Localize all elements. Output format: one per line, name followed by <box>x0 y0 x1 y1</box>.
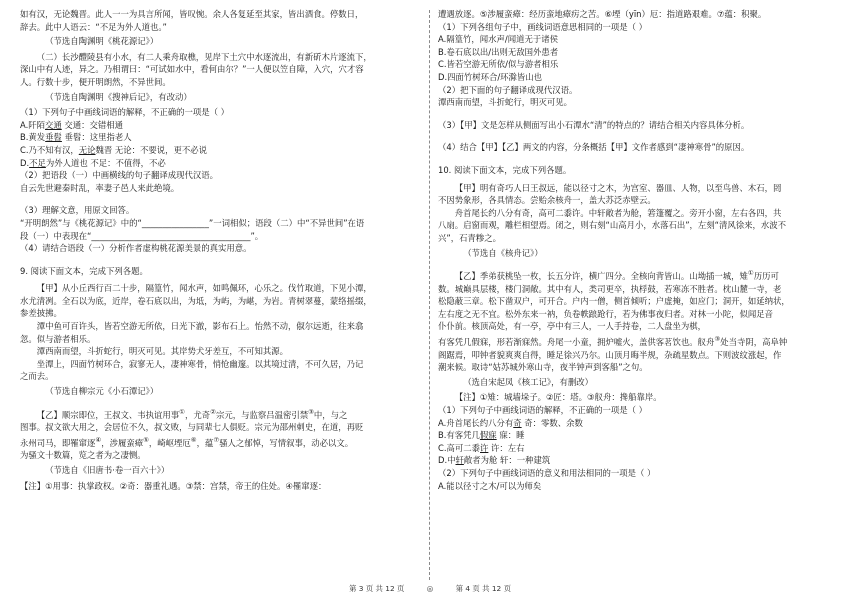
option-d: D.中轩敞者为舱 轩：一种建筑 <box>438 455 551 466</box>
text-line: 【甲】从小丘西行百二十步，隔篁竹，闻水声，如鸣佩环，心乐之。伐竹取道，下见小潭， <box>36 283 372 294</box>
text-line: 水尤清冽。全石以为底，近岸，卷石底以出，为坻，为屿，为嵁，为岩。青树翠蔓，蒙络摇缀， <box>20 295 372 306</box>
text-line: （二）长沙醴陵县有小水，有二人乘舟取樵，见岸下土穴中水逐流出，有新斫木片逐流下， <box>36 51 372 62</box>
text-line: 八扇。启窗而观，雕栏相望焉。闭之，则右刻“山高月小，水落石出”，左刻“清风徐来，水波不 <box>438 220 787 231</box>
option-d: D.四面竹树环合/环滁皆山也 <box>438 71 543 82</box>
text-line: 潮来候。取诗“姑苏城外寒山寺，夜半钟声到客船”之句。 <box>438 362 648 373</box>
option-a: A.阡陌交通 交通：交错相通 <box>20 119 124 130</box>
option-c: C.皆若空游无所依/似与游者相乐 <box>438 59 559 70</box>
option-b: B.卷石底以出/出则无敌国外患者 <box>438 46 559 57</box>
translation-sentence: 自云先世避秦时乱，率妻子邑人来此绝境。 <box>20 182 180 193</box>
text-line: 坐潭上，四面竹树环合，寂寥无人，凄神寒骨，悄怆幽邃。以其境过清，不可久居，乃记 <box>36 358 364 369</box>
source-citation: （选自宋起凤《核工记》，有删改） <box>463 376 593 387</box>
text-line: 仆仆前。核顶高处，有一亭，亭中有三人，一人手持卷，二人盘坐为棋， <box>438 321 706 332</box>
text-line: 不因势象形，各具情态。尝贻余核舟一，盖大苏泛赤壁云。 <box>438 195 656 206</box>
binding-mark-icon: ◎ <box>426 584 434 593</box>
translation-sentence: 潭西南而望，斗折蛇行，明灭可见。 <box>438 97 572 108</box>
option-a: A.能以径寸之木/可以为师矣 <box>438 480 542 491</box>
text-line: 永州司马，即罹窜逐④，涉履蛮瘴⑤，崎岖堙厄⑥，蕴⑦骚人之郁悼，写情叙事，动必以文。 <box>20 435 354 448</box>
text-line: 阁踞焉，叩钟者貌爽爽自得，睡足徐兴乃尔。山顶月晦半规，杂疏星数点。下则波纹涨起，作 <box>438 349 782 360</box>
question-number: 10. 阅读下面文本，完成下列各题。 <box>438 164 572 175</box>
right-column <box>438 8 840 492</box>
question-stem: （4）结合【甲】【乙】两文的内容，分条概括【甲】文作者感到“凄神寒骨”的原因。 <box>438 142 750 153</box>
text-line: “开明朗然”与《桃花源记》中的“________________”一词相似；语段（二）中“不异世间”在语 <box>20 217 365 228</box>
source-citation: （节选自《旧唐书·卷一百六十》） <box>45 465 170 475</box>
source-citation: （节选自柳宗元《小石潭记》） <box>45 386 159 397</box>
text-line: 潭中鱼可百许头，皆若空游无所依，日光下澈，影布石上。怡然不动，俶尔远逝，往来翕 <box>36 321 364 332</box>
question-stem: （3）理解文意，用原文回答。 <box>20 205 135 216</box>
text-line: 【乙】顺宗即位，王叔文、韦执谊用事①，尤奇②宗元，与监察吕温密引禁③中，与之 <box>36 407 348 420</box>
text-line: 段（一）中表现在“______________________________________”。 <box>20 230 264 241</box>
question-stem: （1）下列句子中画线词语的解释，不正确的一项是（ ） <box>20 107 229 118</box>
column-divider <box>429 10 430 580</box>
question-number: 9. 阅读下面文本，完成下列各题。 <box>20 265 148 276</box>
option-a: A.隔篁竹，闻水声/闻道无于诸侯 <box>438 34 558 45</box>
annotation-note: 遭遇放逐。⑤涉履蛮瘴：经历蛮地瘴疠之苦。⑥堙（yīn）厄：指道路艰难。⑦蕴：积聚。 <box>438 9 767 19</box>
question-stem: （4）请结合语段（一）分析作者虚构桃花源美景的真实用意。 <box>20 243 252 254</box>
text-line: 数。城巅具层楼，楼门洞敞。其中有人，类司更卒，执桴鼓，若寒冻不胜者。枕山麓一寺，老 <box>438 283 782 294</box>
text-line: 之而去。 <box>20 371 54 382</box>
page-footer <box>0 583 860 594</box>
text-line: 有客凭几假寐，形若渐寐然。舟尾一小童，拥炉嘘火，盖供客茗饮也。舣舟③处当寺阴，高阜钟 <box>438 335 788 348</box>
text-line: 参差披拂。 <box>20 308 62 319</box>
question-stem: （2）把语段（一）中画横线的句子翻译成现代汉语。 <box>20 170 218 181</box>
question-stem: （3）【甲】文是怎样从侧面写出小石潭水“清”的特点的？请结合相关内容具体分析。 <box>438 119 750 130</box>
text-line: 【乙】季弟获桃坠一枚，长五分许，横广四分。全核向背皆山。山坳插一城，雉①历历可 <box>454 269 779 282</box>
option-c: C.高可二黍许 许：左右 <box>438 442 525 453</box>
annotation-note: 【注】①用事：执掌政权。②奇：器重礼遇。③禁：宫禁，帝王的住处。④罹窜逐： <box>20 480 327 491</box>
question-stem: （1）下列各组句子中，画线词语意思相同的一项是（ ） <box>438 21 647 32</box>
option-c: C.乃不知有汉，无论魏晋 无论：不要说，更不必说 <box>20 144 208 155</box>
source-citation: （节选自陶渊明《桃花源记》） <box>45 36 159 47</box>
page-number-left: 第 3 页 共 12 页 <box>348 584 405 593</box>
option-b: B.有客凭几假寐 寐：睡 <box>438 430 525 441</box>
page-number-right: 第 4 页 共 12 页 <box>455 584 511 593</box>
text-line: 深山中有人迹，异之。乃相谓曰：“可试如水中，看何由尔？”一人便以笠自障，入穴，穴才容 <box>20 64 364 75</box>
text-line: 舟首尾长约八分有奇，高可二黍许。中轩敞者为舱，箬篷覆之。旁开小窗，左右各四，共 <box>454 207 782 218</box>
text-line: 潭西南而望，斗折蛇行，明灭可见。其岸势犬牙差互，不可知其源。 <box>36 346 289 357</box>
annotation-note: 【注】①雉：城墙垛子。②匠：塔。③舣舟：搀船靠岸。 <box>454 392 662 403</box>
option-a: A.舟首尾长约八分有奇 奇：零数、余数 <box>438 417 583 428</box>
text-line: 松隐蔽三章。松下凿双户，可开合。户内一僧，侧首倾听；户虚掩，如应门；洞开，如延纳状， <box>438 296 790 307</box>
source-citation: （节选自《核舟记》） <box>463 247 543 258</box>
text-line: 【甲】明有奇巧人曰王叔远，能以径寸之木，为宫室、器皿、人物，以至鸟兽、木石，罔 <box>454 182 782 193</box>
option-d: D.不足为外人道也 不足：不值得，不必 <box>20 157 166 168</box>
text-line: 忽。似与游者相乐。 <box>20 333 96 344</box>
text-line: 左右度之无不宜。松外东来一衲，负卷帙踉跄行，若为佛事夜归者。对林一小陀，似闻足音 <box>438 308 773 319</box>
text-line: 辞去。此中人语云：“不足为外人道也。” <box>20 21 167 32</box>
question-stem: （2）下列句子中画线词语的意义和用法相同的一项是（ ） <box>438 468 656 478</box>
question-stem: （2）把下面的句子翻译成现代汉语。 <box>438 84 578 95</box>
source-citation: （节选自陶渊明《搜神后记》，有改动） <box>45 91 192 102</box>
left-column <box>20 8 422 492</box>
text-line: 人。行数十步，便开明朗然，不异世间。 <box>20 76 171 87</box>
text-line: 如有汉，无论魏晋。此人一一为具言所闻，皆叹惋。余人各复延至其家，皆出酒食。停数日， <box>20 9 364 19</box>
text-line: 兴”，石青糁之。 <box>438 232 501 243</box>
text-line: 图事。叔文欲大用之，会居位不久，叔文败，与同辈七人俱贬。宗元为邵州刺史，在道，再贬 <box>20 422 364 433</box>
question-stem: （1）下列句子中画线词语的解释，不正确的一项是（ ） <box>438 405 647 416</box>
option-b: B.黄发垂髫 垂髫：这里指老人 <box>20 132 132 143</box>
text-line: 为骚文十数篇，览之者为之凄恻。 <box>20 450 146 461</box>
